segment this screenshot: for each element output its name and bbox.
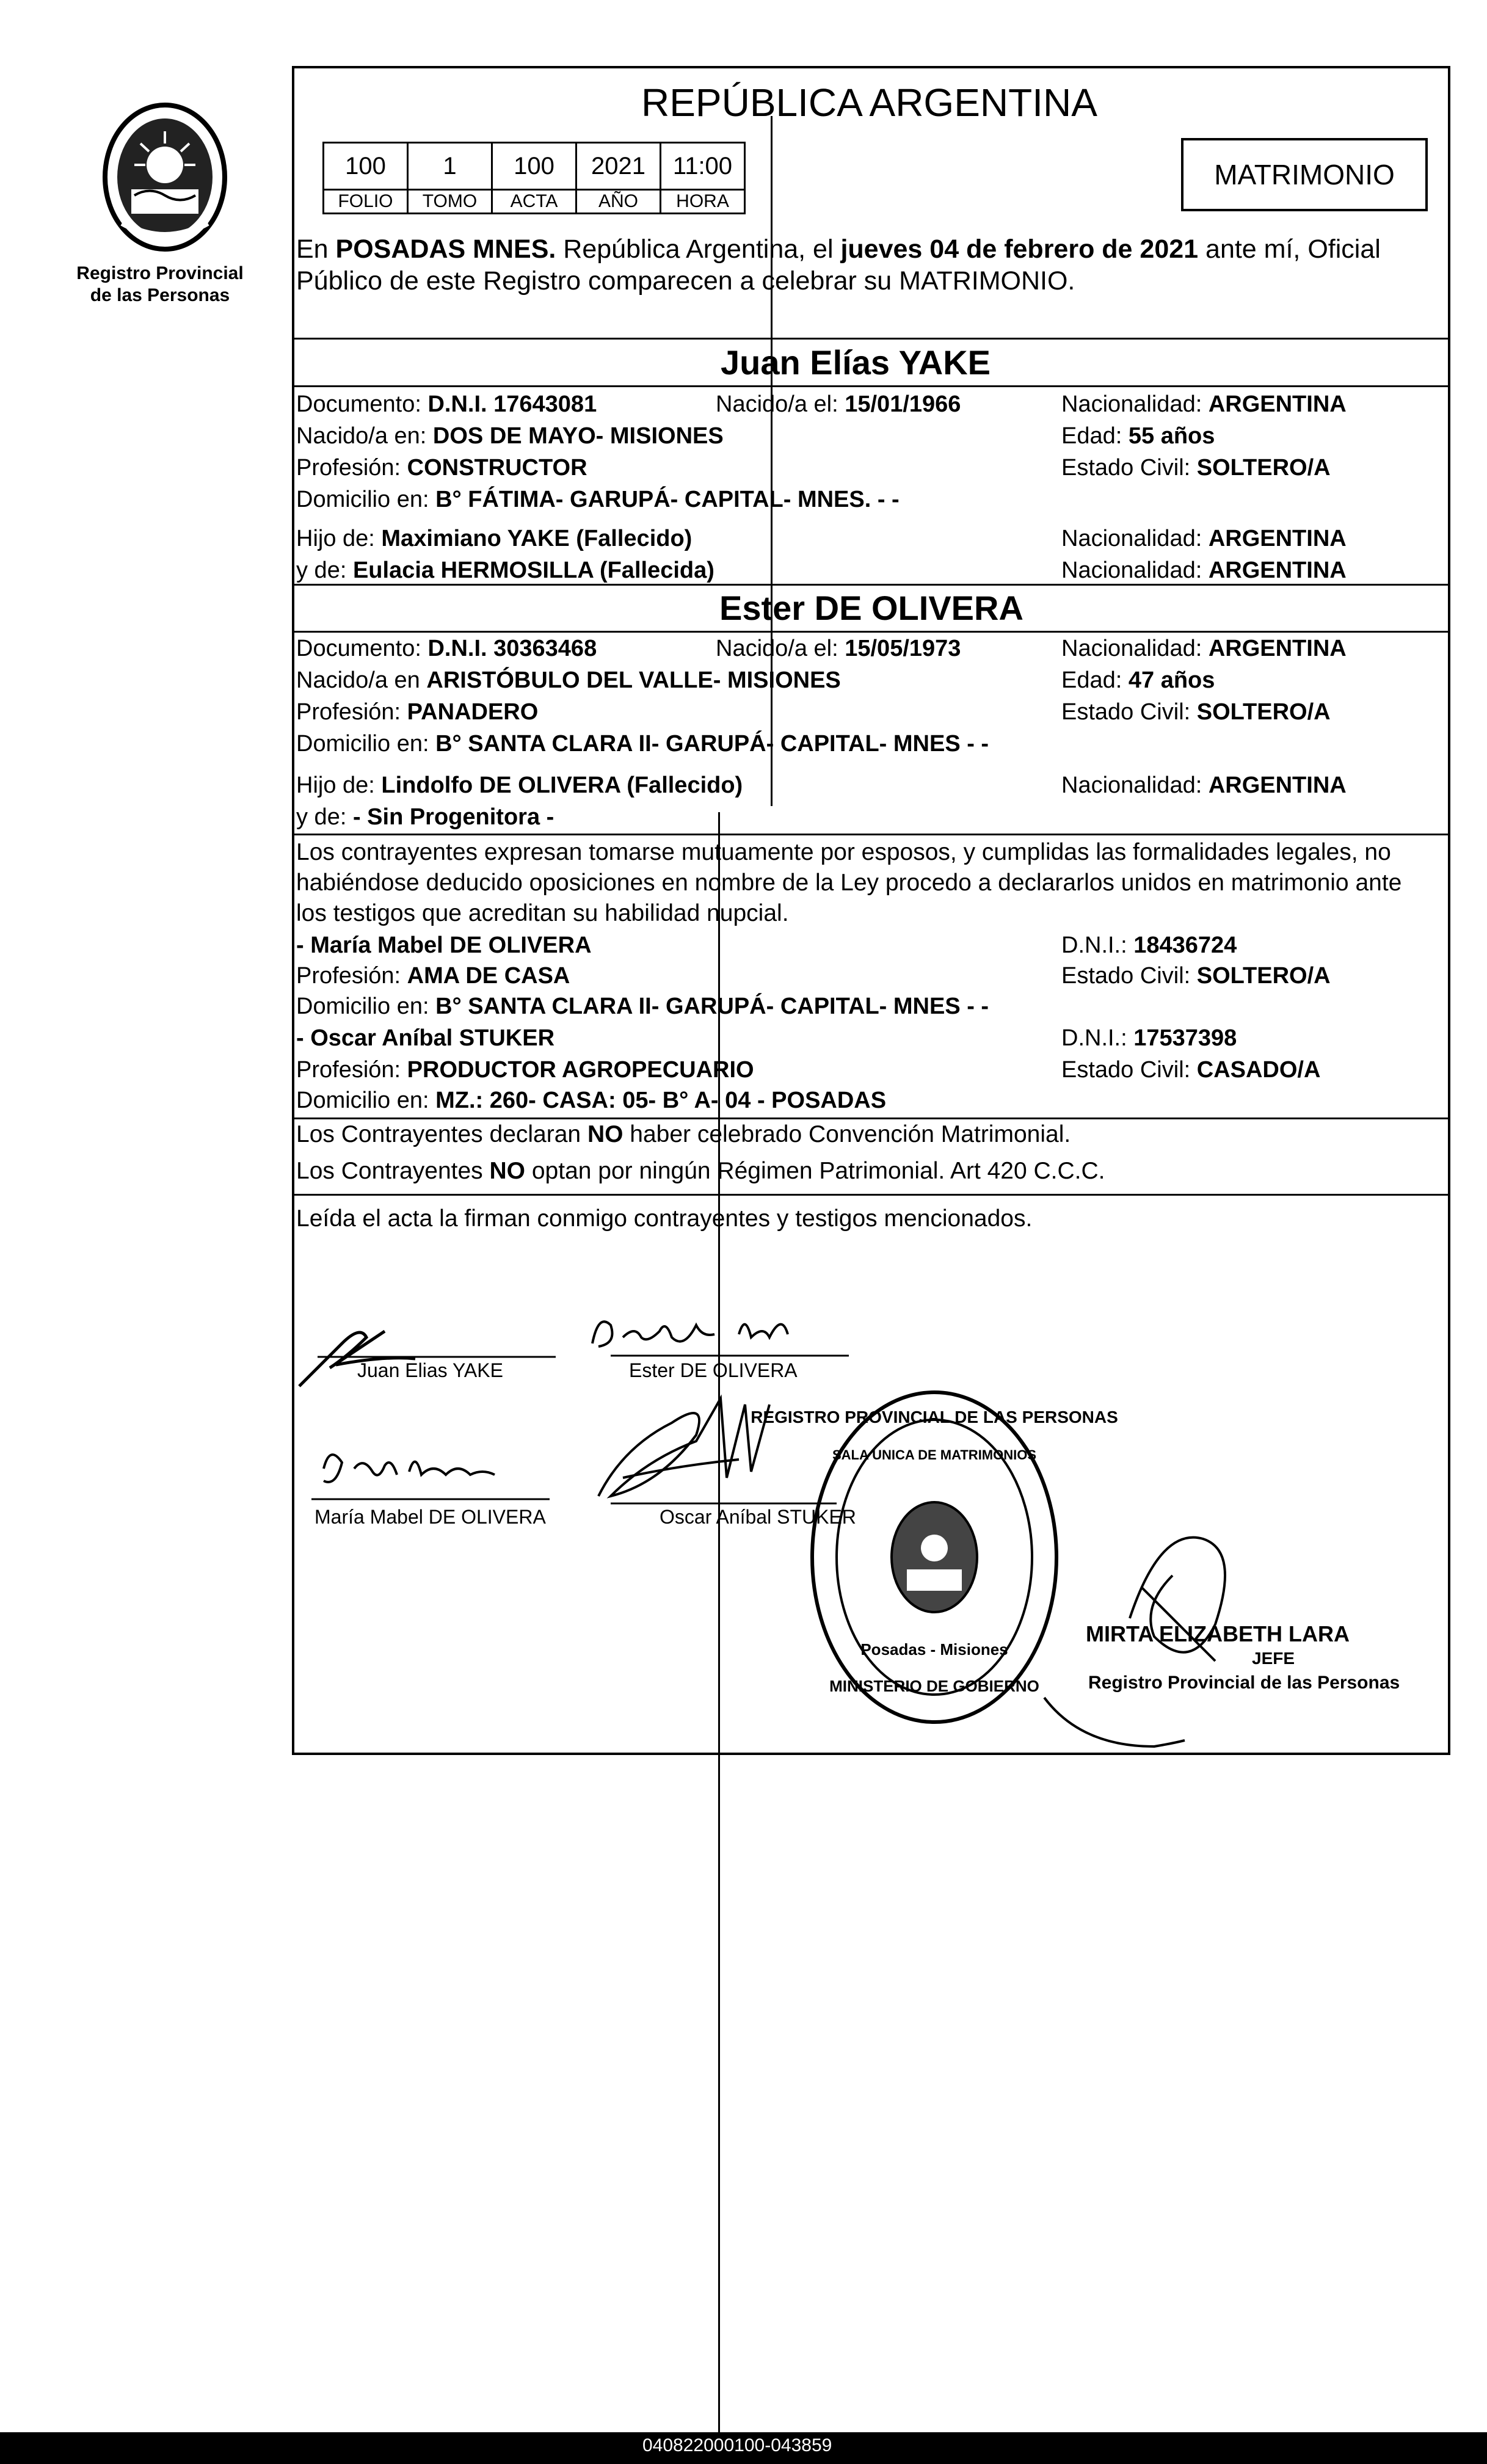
divider [292,631,1450,633]
signature-label-spouse1: Juan Elias YAKE [357,1359,503,1381]
witness1-civil-status: Estado Civil: SOLTERO/A [1061,963,1331,989]
spouse1-age: Edad: 55 años [1061,423,1215,449]
spouse2-birthdate: Nacido/a el: 15/05/1973 [716,636,961,661]
spouse1-father-nationality: Nacionalidad: ARGENTINA [1061,526,1347,551]
signature-witness2 [586,1386,843,1508]
witness1-profession: Profesión: AMA DE CASA [296,963,570,989]
spouse2-civil-status: Estado Civil: SOLTERO/A [1061,699,1331,725]
page-title: REPÚBLICA ARGENTINA [641,81,1097,125]
signature-label-spouse2: Ester DE OLIVERA [629,1359,798,1381]
province-seal-logo [98,98,232,256]
convention-line-1: Los Contrayentes declaran NO haber celebrado Convención Matrimonial. [296,1121,1071,1147]
signature-spouse2 [586,1301,855,1368]
spouse1-father: Hijo de: Maximiano YAKE (Fallecido) [296,526,693,551]
registry-table [322,142,746,214]
intro-line-2: Público de este Registro comparecen a celebrar su MATRIMONIO. [296,266,1075,296]
witness2-name: - Oscar Aníbal STUKER [296,1025,555,1051]
spouse1-address: Domicilio en: B° FÁTIMA- GARUPÁ- CAPITAL- MNES. - - [296,487,900,512]
spouse2-name: Ester DE OLIVERA [719,589,1023,627]
hour-label: HORA [661,190,745,214]
witness1-dni: D.N.I.: 18436724 [1061,932,1237,958]
folio-value: 100 [324,143,408,190]
spouse1-name: Juan Elías YAKE [721,343,991,382]
spouse1-mother: y de: Eulacia HERMOSILLA (Fallecida) [296,558,714,583]
spouse2-father: Hijo de: Lindolfo DE OLIVERA (Fallecido) [296,772,743,798]
witness2-profession: Profesión: PRODUCTOR AGROPECUARIO [296,1057,754,1083]
witness2-address: Domicilio en: MZ.: 260- CASA: 05- B° A- 04 - POSADAS [296,1088,887,1113]
convention-line-2: Los Contrayentes NO optan por ningún Régimen Patrimonial. Art 420 C.C.C. [296,1158,1105,1184]
spouse1-nationality: Nacionalidad: ARGENTINA [1061,391,1347,417]
divider [292,385,1450,387]
spouse2-father-nationality: Nacionalidad: ARGENTINA [1061,772,1347,798]
certificate-type: MATRIMONIO [1181,138,1428,211]
stamp-bottom-text: MINISTERIO DE GOBIERNO [829,1677,1039,1695]
spouse1-document: Documento: D.N.I. 17643081 [296,391,597,417]
divider [292,338,1450,340]
official-name: MIRTA ELIZABETH LARA [1086,1621,1350,1646]
spouse2-address: Domicilio en: B° SANTA CLARA II- GARUPÁ- CAPITAL- MNES - - [296,731,989,757]
footer-code: 040822000100-043859 [642,2435,832,2455]
spouse1-mother-nationality: Nacionalidad: ARGENTINA [1061,558,1347,583]
spouse1-birthdate: Nacido/a el: 15/01/1966 [716,391,961,417]
official-role: JEFE [1252,1649,1295,1668]
acta-label: ACTA [492,190,576,214]
stamp-inner-text: SALA UNICA DE MATRIMONIOS [832,1447,1037,1463]
signature-label-witness1: María Mabel DE OLIVERA [314,1506,546,1528]
closing-text: Leída el acta la firman conmigo contrayentes y testigos mencionados. [296,1205,1033,1232]
divider [292,1194,1450,1196]
hour-value: 11:00 [661,143,745,190]
signature-label-witness2: Oscar Aníbal STUKER [660,1506,856,1528]
logo-caption: Registro Provincial de las Personas [76,263,244,305]
stamp-city-text: Posadas - Misiones [860,1640,1008,1659]
spouse1-civil-status: Estado Civil: SOLTERO/A [1061,455,1331,481]
spouse2-document: Documento: D.N.I. 30363468 [296,636,597,661]
spouse2-mother: y de: - Sin Progenitora - [296,804,554,830]
witness2-dni: D.N.I.: 17537398 [1061,1025,1237,1051]
signature-witness1 [305,1438,562,1505]
intro-line-1: En POSADAS MNES. República Argentina, el jueves 04 de febrero de 2021 ante mí, Oficial [296,234,1381,264]
witness1-name: - María Mabel DE OLIVERA [296,932,592,958]
acta-value: 100 [492,143,576,190]
witness2-civil-status: Estado Civil: CASADO/A [1061,1057,1321,1083]
year-label: AÑO [576,190,661,214]
official-organization: Registro Provincial de las Personas [1088,1673,1400,1693]
tomo-value: 1 [408,143,492,190]
spouse1-profession: Profesión: CONSTRUCTOR [296,455,587,481]
tomo-label: TOMO [408,190,492,214]
declaration-line-3: los testigos que acreditan su habilidad nupcial. [296,900,789,926]
spouse2-nationality: Nacionalidad: ARGENTINA [1061,636,1347,661]
stamp-outer-text: REGISTRO PROVINCIAL DE LAS PERSONAS [751,1408,1118,1426]
spouse2-birthplace: Nacido/a en ARISTÓBULO DEL VALLE- MISIONES [296,667,841,693]
witness1-address: Domicilio en: B° SANTA CLARA II- GARUPÁ- CAPITAL- MNES - - [296,994,989,1019]
scan-line [771,116,773,806]
declaration-line-1: Los contrayentes expresan tomarse mutuamente por esposos, y cumplidas las formalidades legales, no [296,839,1391,865]
spouse1-birthplace: Nacido/a en: DOS DE MAYO- MISIONES [296,423,724,449]
declaration-line-2: habiéndose deducido oposiciones en nombre de la Ley procedo a declararlos unidos en matrimonio ante [296,870,1402,896]
folio-label: FOLIO [324,190,408,214]
divider [292,834,1450,835]
spouse2-profession: Profesión: PANADERO [296,699,539,725]
spouse2-age: Edad: 47 años [1061,667,1215,693]
year-value: 2021 [576,143,661,190]
divider [292,1118,1450,1119]
